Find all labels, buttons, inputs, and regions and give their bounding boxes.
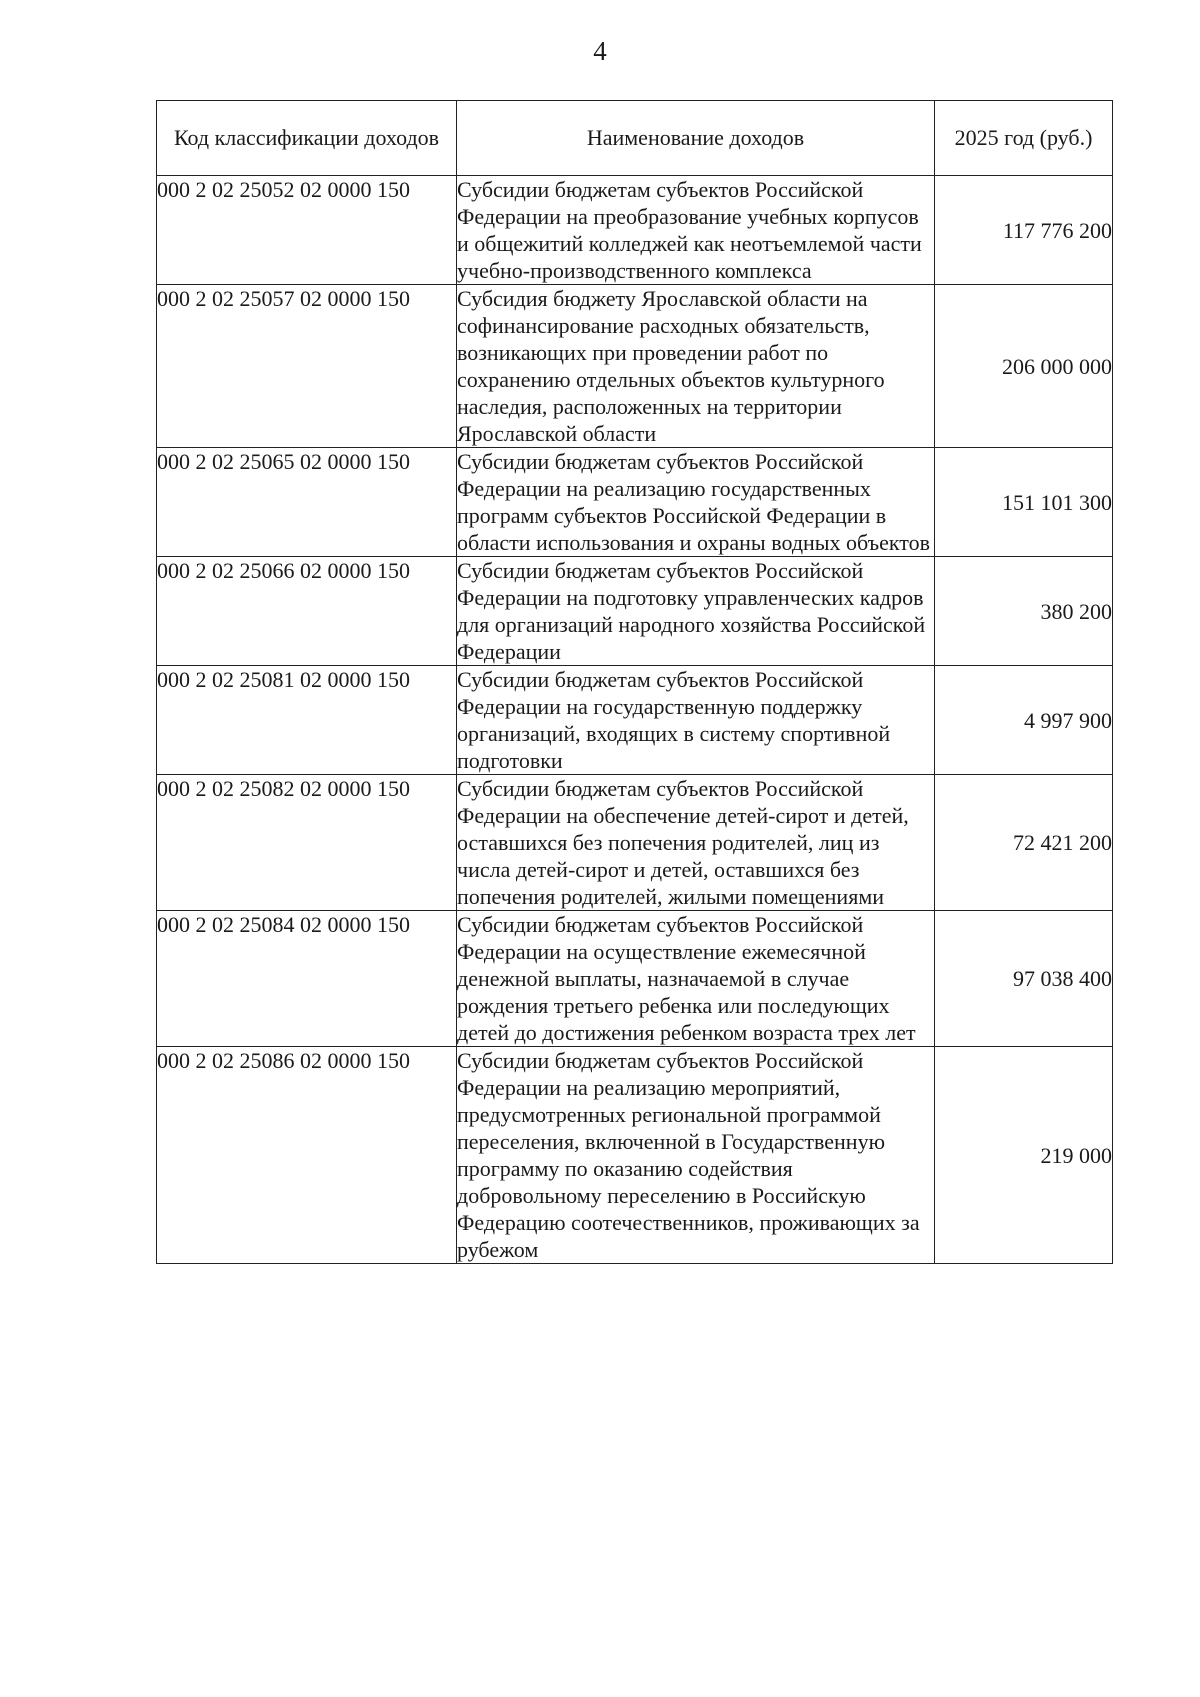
table-header-row [157,101,1113,176]
page-number: 4 [593,36,607,66]
income-name: Субсидии бюджетам субъектов Российской Федерации на подготовку управленческих кадров для организаций народного хозяйства Российской Федерации [457,557,935,666]
table-row [157,775,1113,911]
income-amount: 206 000 000 [935,285,1113,448]
income-code: 000 2 02 25066 02 0000 150 [157,557,457,666]
table-row [157,285,1113,448]
income-name: Субсидии бюджетам субъектов Российской Федерации на преобразование учебных корпусов и общежитий колледжей как неотъемлемой части учебно-производственного комплекса [457,176,935,285]
table-row [157,666,1113,775]
income-name: Субсидии бюджетам субъектов Российской Федерации на реализацию государственных программ субъектов Российской Федерации в области использования и охраны водных объектов [457,448,935,557]
income-amount: 380 200 [935,557,1113,666]
header-code: Код классификации доходов [157,101,457,176]
income-amount: 72 421 200 [935,775,1113,911]
header-amount: 2025 год (руб.) [935,101,1113,176]
income-amount: 117 776 200 [935,176,1113,285]
income-code: 000 2 02 25082 02 0000 150 [157,775,457,911]
income-name: Субсидии бюджетам субъектов Российской Федерации на осуществление ежемесячной денежной выплаты, назначаемой в случае рождения третьего ребенка или последующих детей до достижения ребенком возраста трех лет [457,911,935,1047]
income-name: Субсидия бюджету Ярославской области на софинансирование расходных обязательств, возникающих при проведении работ по сохранению отдельных объектов культурного наследия, расположенных на территории Ярославской области [457,285,935,448]
income-name: Субсидии бюджетам субъектов Российской Федерации на реализацию мероприятий, предусмотренных региональной программой переселения, включенной в Государственную программу по оказанию содействия добровольному переселению в Российскую Федерацию соотечественников, проживающих за рубежом [457,1047,935,1264]
table-row [157,557,1113,666]
income-name: Субсидии бюджетам субъектов Российской Федерации на обеспечение детей-сирот и детей, оставшихся без попечения родителей, лиц из числа детей-сирот и детей, оставшихся без попечения родителей, жилыми помещениями [457,775,935,911]
income-code: 000 2 02 25084 02 0000 150 [157,911,457,1047]
income-amount: 219 000 [935,1047,1113,1264]
income-code: 000 2 02 25052 02 0000 150 [157,176,457,285]
income-name: Субсидии бюджетам субъектов Российской Федерации на государственную поддержку организаций, входящих в систему спортивной подготовки [457,666,935,775]
income-code: 000 2 02 25065 02 0000 150 [157,448,457,557]
income-table [156,100,1113,1264]
income-amount: 97 038 400 [935,911,1113,1047]
income-code: 000 2 02 25086 02 0000 150 [157,1047,457,1264]
table-row [157,448,1113,557]
table-row [157,911,1113,1047]
income-amount: 151 101 300 [935,448,1113,557]
table-row [157,176,1113,285]
income-amount: 4 997 900 [935,666,1113,775]
header-name: Наименование доходов [457,101,935,176]
table-row [157,1047,1113,1264]
income-code: 000 2 02 25057 02 0000 150 [157,285,457,448]
income-code: 000 2 02 25081 02 0000 150 [157,666,457,775]
